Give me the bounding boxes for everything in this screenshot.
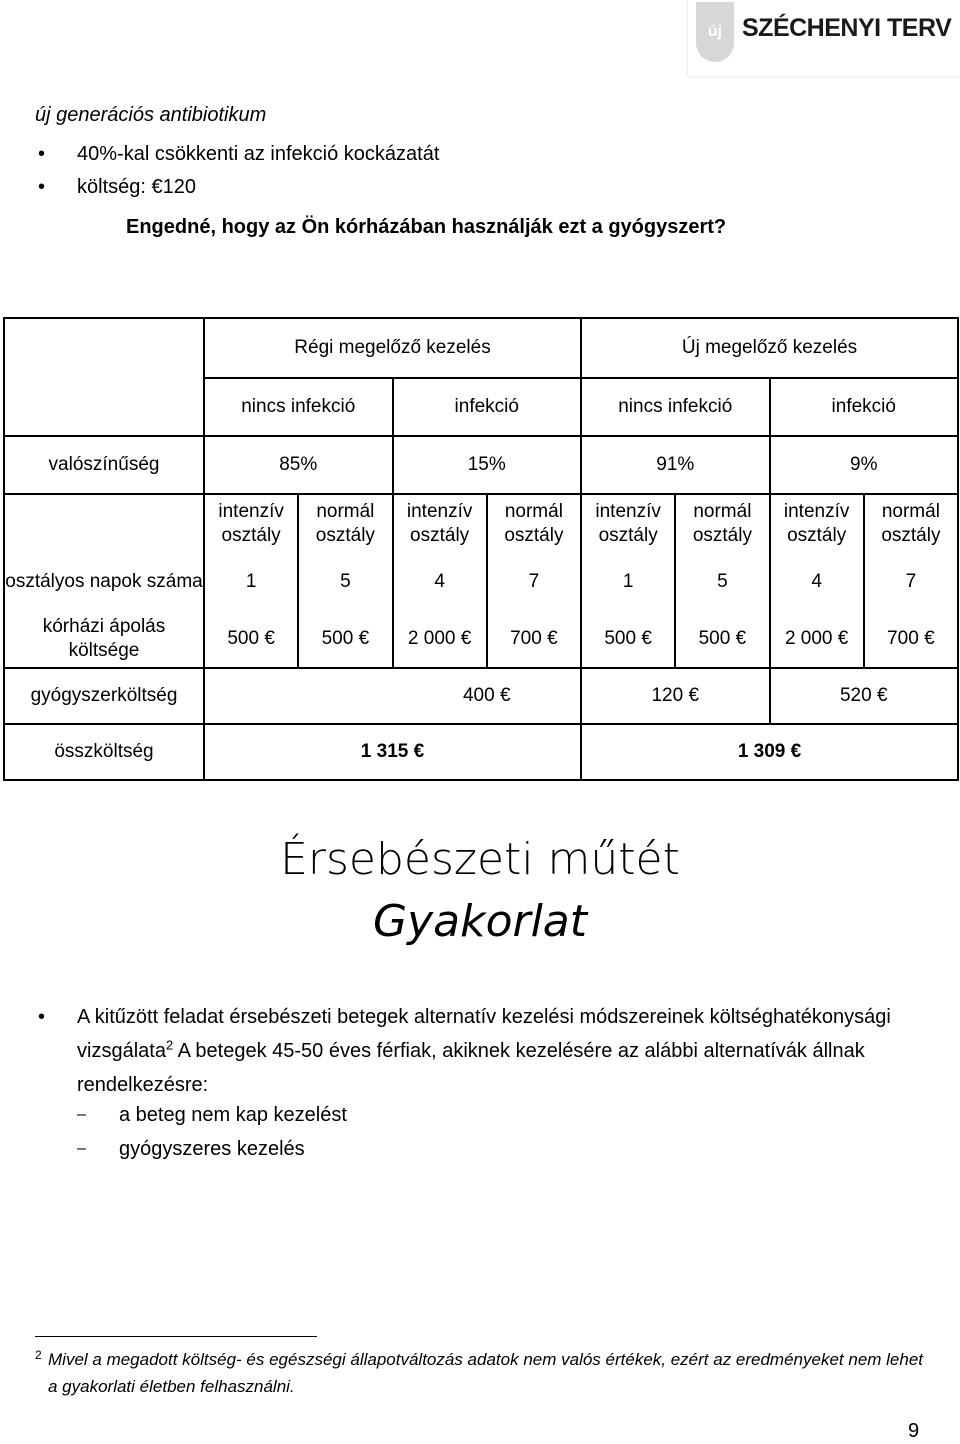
ward-label: intenzív osztály [393, 494, 487, 554]
probability-cell: 9% [770, 436, 959, 494]
table-row [4, 494, 958, 554]
intro-bullet: • költség: €120 [35, 171, 439, 204]
task-text-start: A kitűzött feladat érsebészeti betegek alternatív kezelési módszereinek költséghatékonysági vizsgálata [77, 1006, 891, 1062]
table-row [4, 436, 958, 494]
question: Engedné, hogy az Ön kórházában használják ezt a gyógyszert? [126, 216, 727, 238]
care-cost-cell: 2 000 € [770, 610, 864, 668]
table-row [4, 668, 958, 724]
care-cost-cell: 700 € [487, 610, 581, 668]
logo-mark: új [696, 2, 734, 62]
footnote-divider [35, 1336, 317, 1337]
ward-label: intenzív osztály [204, 494, 298, 554]
ward-label: normál osztály [298, 494, 392, 554]
row-label-care-cost: kórházi ápolás költsége [4, 610, 204, 668]
days-cell: 1 [204, 554, 298, 610]
table-row [4, 318, 958, 378]
section-subtitle: Gyakorlat [372, 896, 588, 947]
probability-cell: 85% [204, 436, 393, 494]
drug-cost-cell: 120 € [581, 668, 770, 724]
ward-label: normál osztály [864, 494, 958, 554]
care-cost-cell: 500 € [675, 610, 769, 668]
outcome-header: nincs infekció [581, 378, 770, 436]
drug-cost-cell: 520 € [770, 668, 959, 724]
section-title: Érsebészeti műtét [280, 834, 680, 885]
days-cell: 5 [675, 554, 769, 610]
days-cell: 5 [298, 554, 392, 610]
table-row [4, 554, 958, 610]
row-label-drug-cost: gyógyszerköltség [4, 668, 204, 724]
outcome-header: nincs infekció [204, 378, 393, 436]
total-cost-old: 1 315 € [204, 724, 581, 780]
table-row [4, 610, 958, 668]
table-row [4, 378, 958, 436]
probability-cell: 15% [393, 436, 582, 494]
task-bullet: • [38, 1006, 46, 1028]
task-text-end: A betegek 45-50 éves férfiak, akiknek kezelésére az alábbi alternatívák állnak rendelkezésre: [77, 1040, 865, 1096]
intro-bullet: • 40%-kal csökkenti az infekció kockázatát [35, 138, 439, 171]
care-cost-cell: 700 € [864, 610, 958, 668]
probability-cell: 91% [581, 436, 770, 494]
footnote-number: 2 [35, 1348, 42, 1362]
ward-label: normál osztály [675, 494, 769, 554]
page-number: 9 [908, 1420, 920, 1442]
ward-label: normál osztály [487, 494, 581, 554]
table-row [4, 724, 958, 780]
row-label-days: osztályos napok száma [4, 554, 204, 610]
table-cell-empty [204, 668, 393, 724]
days-cell: 1 [581, 554, 675, 610]
intro-bullet-list [35, 138, 439, 204]
total-cost-new: 1 309 € [581, 724, 958, 780]
care-cost-cell: 500 € [581, 610, 675, 668]
ward-label: intenzív osztály [770, 494, 864, 554]
logo-text: SZÉCHENYI TERV [742, 14, 952, 42]
intro-title: új generációs antibiotikum [35, 104, 267, 126]
table-cell-empty [4, 494, 204, 554]
table-cell-empty [4, 378, 204, 436]
row-label-probability: valószínűség [4, 436, 204, 494]
ward-label: intenzív osztály [581, 494, 675, 554]
days-cell: 7 [487, 554, 581, 610]
days-cell: 4 [770, 554, 864, 610]
days-cell: 4 [393, 554, 487, 610]
task-description [35, 1000, 935, 1102]
treatment-option: – a beteg nem kap kezelést [77, 1098, 347, 1132]
szechenyi-terv-logo [688, 0, 960, 76]
drug-cost-cell: 400 € [393, 668, 582, 724]
footnote [35, 1346, 935, 1400]
treatment-option: – gyógyszeres kezelés [77, 1132, 347, 1166]
cost-table [3, 317, 959, 781]
outcome-header: infekció [770, 378, 959, 436]
footnote-reference: 2 [165, 1037, 174, 1053]
outcome-header: infekció [393, 378, 582, 436]
group-header-old: Régi megelőző kezelés [204, 318, 581, 378]
care-cost-cell: 500 € [298, 610, 392, 668]
care-cost-cell: 500 € [204, 610, 298, 668]
treatment-option-list [77, 1098, 347, 1166]
days-cell: 7 [864, 554, 958, 610]
table-cell-empty [4, 318, 204, 378]
group-header-new: Új megelőző kezelés [581, 318, 958, 378]
care-cost-cell: 2 000 € [393, 610, 487, 668]
footnote-text: Mivel a megadott költség- és egészségi állapotváltozás adatok nem valós értékek, ezért az eredményeket nem lehet a gyakorlati életben felhasználni. [48, 1350, 924, 1396]
row-label-total-cost: összköltség [4, 724, 204, 780]
